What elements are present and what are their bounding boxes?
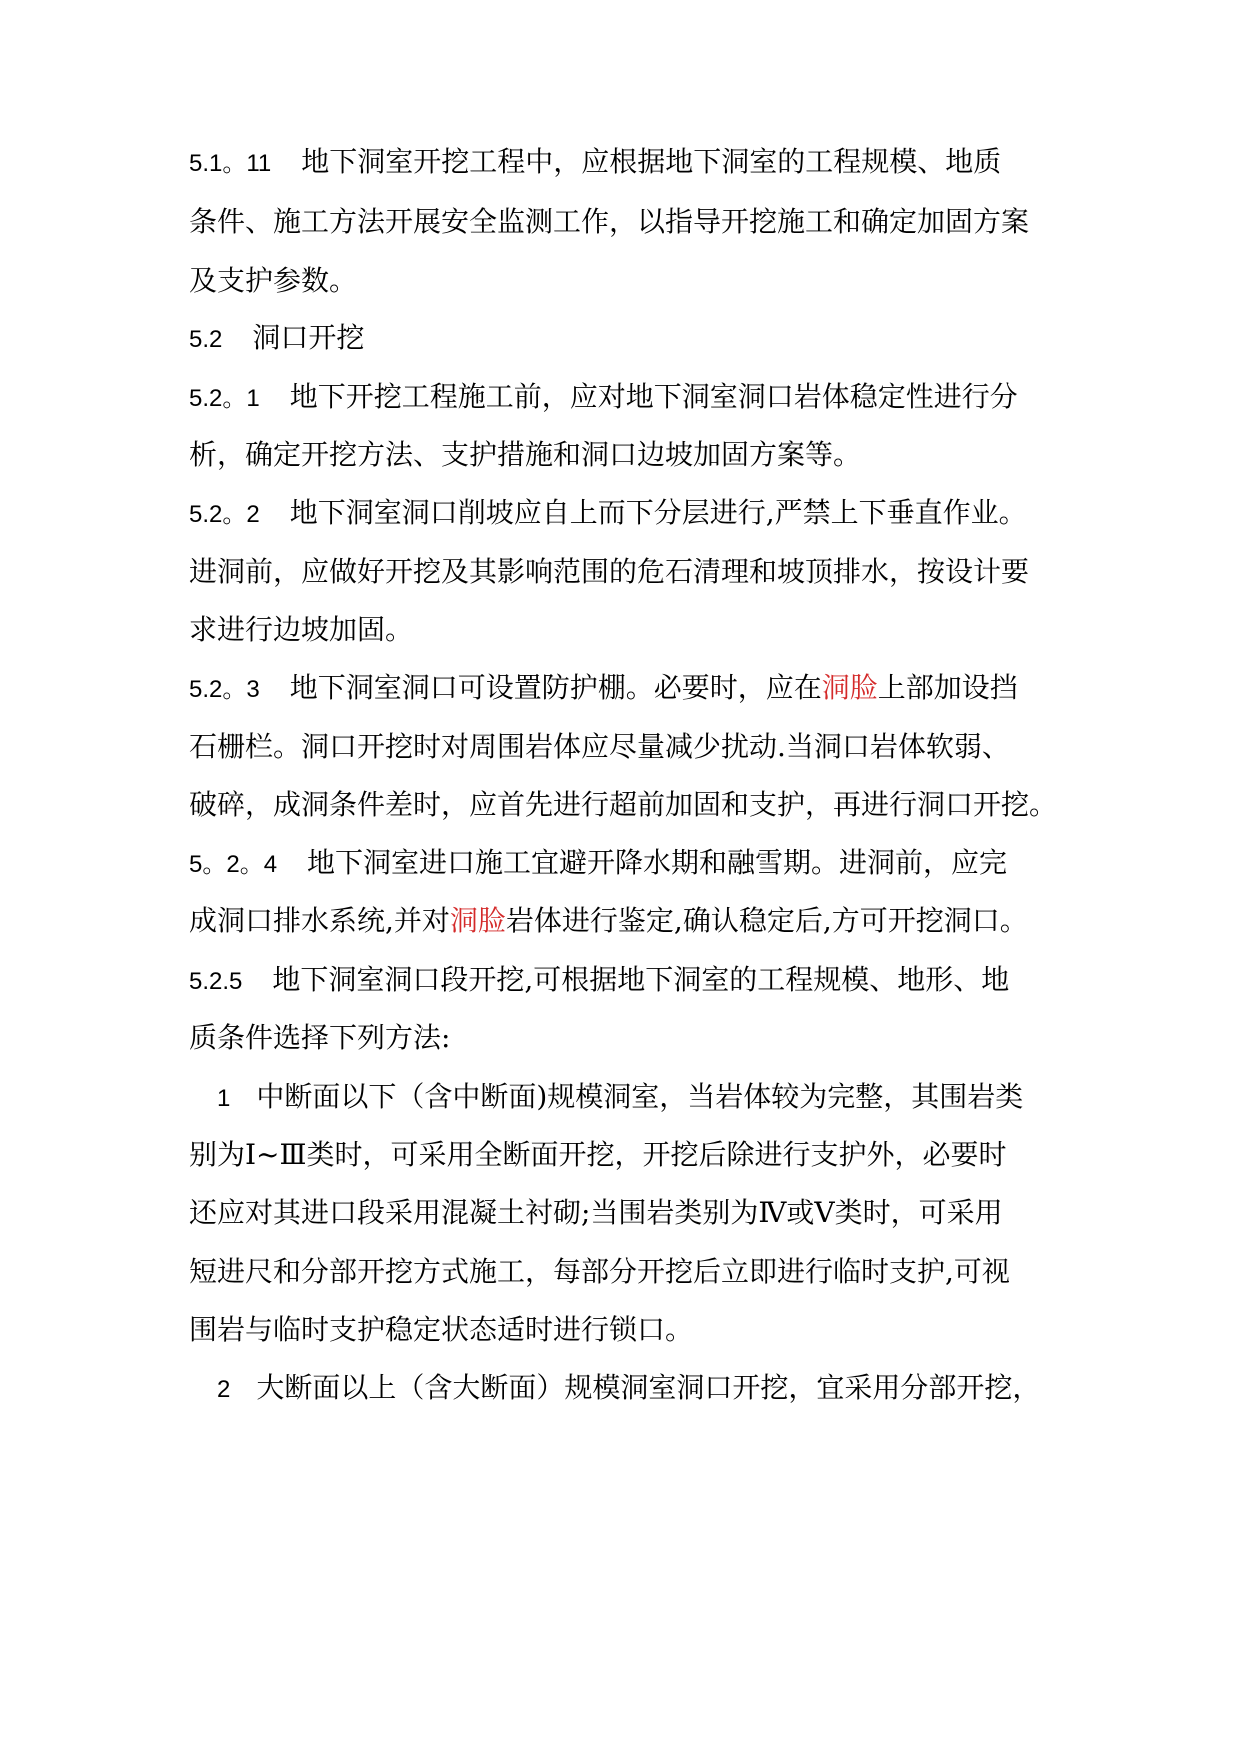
paragraph-line xyxy=(189,1310,693,1350)
line-text: 条件、施工方法开展安全监测工作，以指导开挖施工和确定加固方案 xyxy=(189,205,1030,238)
paragraph-line xyxy=(189,1018,450,1058)
line-text: 中断面以下（含中断面)规模洞室，当岩体较为完整，其围岩类 xyxy=(256,1080,1024,1113)
clause-number: 5.2。3 xyxy=(189,676,260,703)
line-text: 成洞口排水系统,并对 xyxy=(189,904,450,937)
paragraph-line xyxy=(189,960,1009,1000)
line-text: 破碎，成洞条件差时，应首先进行超前加固和支护，再进行洞口开挖。 xyxy=(189,788,1058,821)
clause-number: 5.2.5 xyxy=(189,968,243,995)
paragraph-line xyxy=(189,1193,1003,1233)
paragraph-line xyxy=(189,1135,1007,1175)
line-text: 地下洞室开挖工程中，应根据地下洞室的工程规模、地质 xyxy=(301,145,1002,178)
line-text: 别为Ⅰ~Ⅲ类时，可采用全断面开挖，开挖后除进行支护外，必要时 xyxy=(189,1138,1007,1171)
clause-number: 5。2。4 xyxy=(189,851,278,878)
paragraph-line xyxy=(189,435,861,475)
line-text: 求进行边坡加固。 xyxy=(189,613,414,646)
line-text: 上部加设挡 xyxy=(877,671,1018,704)
item-number: 2 xyxy=(217,1376,231,1403)
line-text: 析，确定开挖方法、支护措施和洞口边坡加固方案等。 xyxy=(189,438,862,471)
paragraph-line xyxy=(189,610,413,650)
line-text: 地下洞室洞口可设置防护棚。必要时，应在 xyxy=(289,671,822,704)
line-text: 地下洞室洞口削坡应自上而下分层进行,严禁上下垂直作业。 xyxy=(289,496,1027,529)
paragraph-line xyxy=(189,202,1029,242)
item-number: 1 xyxy=(217,1085,231,1112)
line-text: 地下洞室进口施工宜避开降水期和融雪期。进洞前，应完 xyxy=(307,846,1008,879)
highlighted-term: 洞脸 xyxy=(449,904,506,937)
paragraph-line xyxy=(189,261,357,301)
line-text: 地下开挖工程施工前，应对地下洞室洞口岩体稳定性进行分 xyxy=(289,380,1018,413)
paragraph-line xyxy=(189,1252,1010,1292)
clause-number: 5.2 xyxy=(189,326,223,353)
paragraph-line xyxy=(189,668,1018,708)
paragraph-line xyxy=(189,493,1027,533)
paragraph-line xyxy=(189,727,1010,767)
clause-number: 5.2。1 xyxy=(189,385,260,412)
line-text: 石栅栏。洞口开挖时对周围岩体应尽量减少扰动.当洞口岩体软弱、 xyxy=(189,730,1010,763)
highlighted-term: 洞脸 xyxy=(821,671,878,704)
paragraph-line xyxy=(189,843,1007,883)
line-text: 大断面以上（含大断面）规模洞室洞口开挖，宜采用分部开挖， xyxy=(256,1371,1041,1404)
heading-text: 洞口开挖 xyxy=(252,321,365,354)
line-text: 岩体进行鉴定,确认稳定后,方可开挖洞口。 xyxy=(505,904,1028,937)
line-text: 还应对其进口段采用混凝土衬砌;当围岩类别为Ⅳ或Ⅴ类时，可采用 xyxy=(189,1196,1003,1229)
line-text: 质条件选择下列方法: xyxy=(189,1021,451,1054)
section-heading xyxy=(189,318,364,358)
line-text: 围岩与临时支护稳定状态适时进行锁口。 xyxy=(189,1313,694,1346)
line-text: 短进尺和分部开挖方式施工，每部分开挖后立即进行临时支护,可视 xyxy=(189,1255,1010,1288)
paragraph-line xyxy=(189,552,1029,592)
paragraph-line xyxy=(189,901,1028,941)
clause-number: 5.2。2 xyxy=(189,501,260,528)
line-text: 及支护参数。 xyxy=(189,264,358,297)
line-text: 进洞前，应做好开挖及其影响范围的危石清理和坡顶排水，按设计要 xyxy=(189,555,1030,588)
list-item-line xyxy=(217,1368,1040,1408)
clause-number: 5.1。11 xyxy=(189,150,272,177)
paragraph-line xyxy=(189,785,1057,825)
paragraph-line xyxy=(189,377,1018,417)
list-item-line xyxy=(217,1077,1023,1117)
paragraph-line xyxy=(189,142,1001,182)
line-text: 地下洞室洞口段开挖,可根据地下洞室的工程规模、地形、地 xyxy=(272,963,1010,996)
